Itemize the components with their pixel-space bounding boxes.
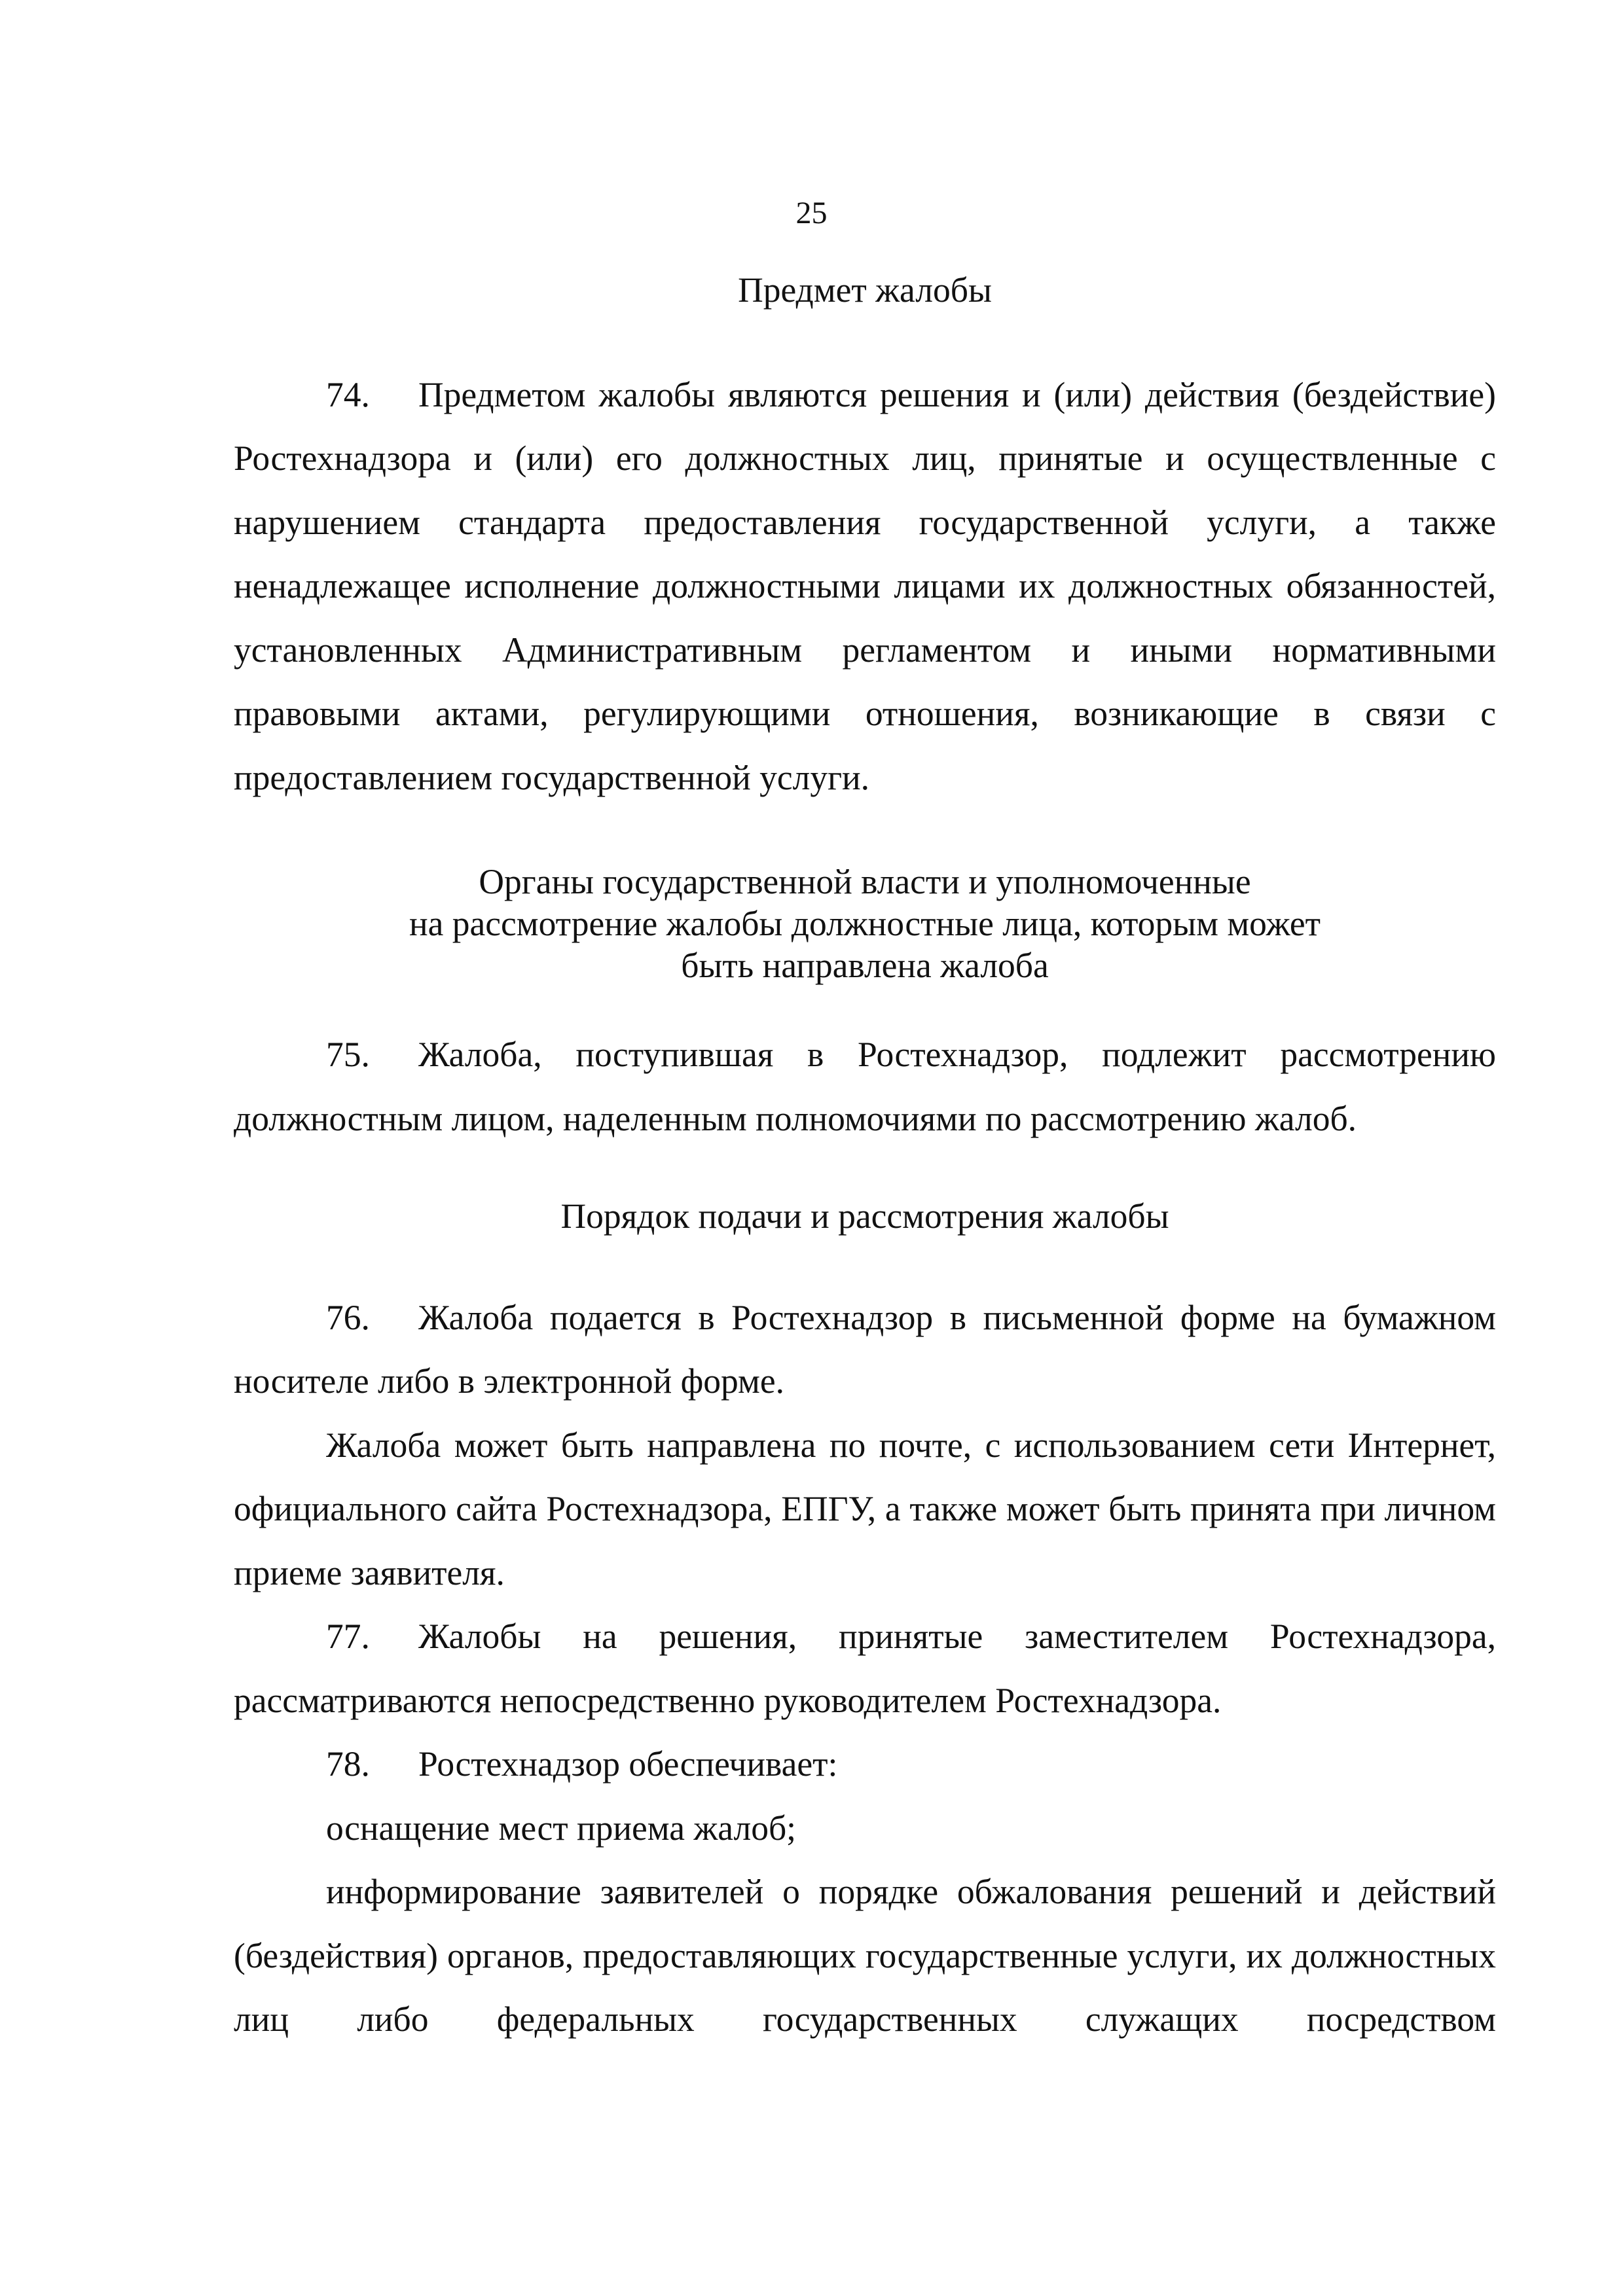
paragraph-number: 76. [326, 1297, 370, 1337]
section-heading-subject: Предмет жалобы [738, 270, 992, 310]
paragraph-number: 75. [326, 1035, 370, 1074]
heading-line: быть направлена жалоба [681, 946, 1049, 985]
heading-line: на рассмотрение жалобы должностные лица, которым может [409, 904, 1321, 943]
paragraph-75 [234, 1023, 1496, 1151]
paragraph-text: Жалоба подается в Ростехнадзор в письменной форме на бумажном носителе либо в электронной форме. [234, 1297, 1496, 1401]
paragraph-number: 78. [326, 1744, 370, 1784]
paragraph-text: Жалобы на решения, принятые заместителем Ростехнадзора, рассматриваются непосредственно руководителем Ростехнадзора. [234, 1617, 1496, 1720]
paragraph-number: 74. [326, 374, 370, 414]
document-body [234, 259, 1496, 2052]
section-heading-procedure: Порядок подачи и рассмотрения жалобы [560, 1196, 1169, 1236]
paragraph-78-item-equipment: оснащение мест приема жалоб; [326, 1808, 797, 1848]
paragraph-76-continued: Жалоба может быть направлена по почте, с использованием сети Интернет, официального сайта Ростехнадзора, ЕПГУ, а также может быть принята при личном приеме заявителя. [234, 1425, 1496, 1592]
paragraph-78-item-informing: информирование заявителей о порядке обжалования решений и действий (бездействия) органов, предоставляющих государственные услуги, их должностных лиц либо федеральных государственных служащих посредством [234, 1872, 1496, 2039]
paragraph-74 [234, 363, 1496, 810]
paragraph-76 [234, 1286, 1496, 1414]
paragraph-77 [234, 1605, 1496, 1732]
section-heading-authorities [234, 861, 1496, 986]
paragraph-text: Предметом жалобы являются решения и (или) действия (бездействие) Ростехнадзора и (или) его должностных лиц, принятые и осуществленные с нарушением стандарта предоставления государственной услуги, а также ненадлежащее исполнение должностными лицами их должностных обязанностей, установленных Административным регламентом и иными нормативными правовыми актами, регулирующими отношения, возникающие в связи с предоставлением государственной услуги. [234, 374, 1496, 797]
paragraph-number: 77. [326, 1617, 370, 1656]
paragraph-text: Жалоба, поступившая в Ростехнадзор, подлежит рассмотрению должностным лицом, наделенным полномочиями по рассмотрению жалоб. [234, 1035, 1496, 1138]
paragraph-text: Ростехнадзор обеспечивает: [418, 1744, 838, 1784]
paragraph-78 [234, 1732, 1496, 1797]
page-number: 25 [795, 196, 828, 230]
heading-line: Органы государственной власти и уполномоченные [479, 862, 1251, 901]
